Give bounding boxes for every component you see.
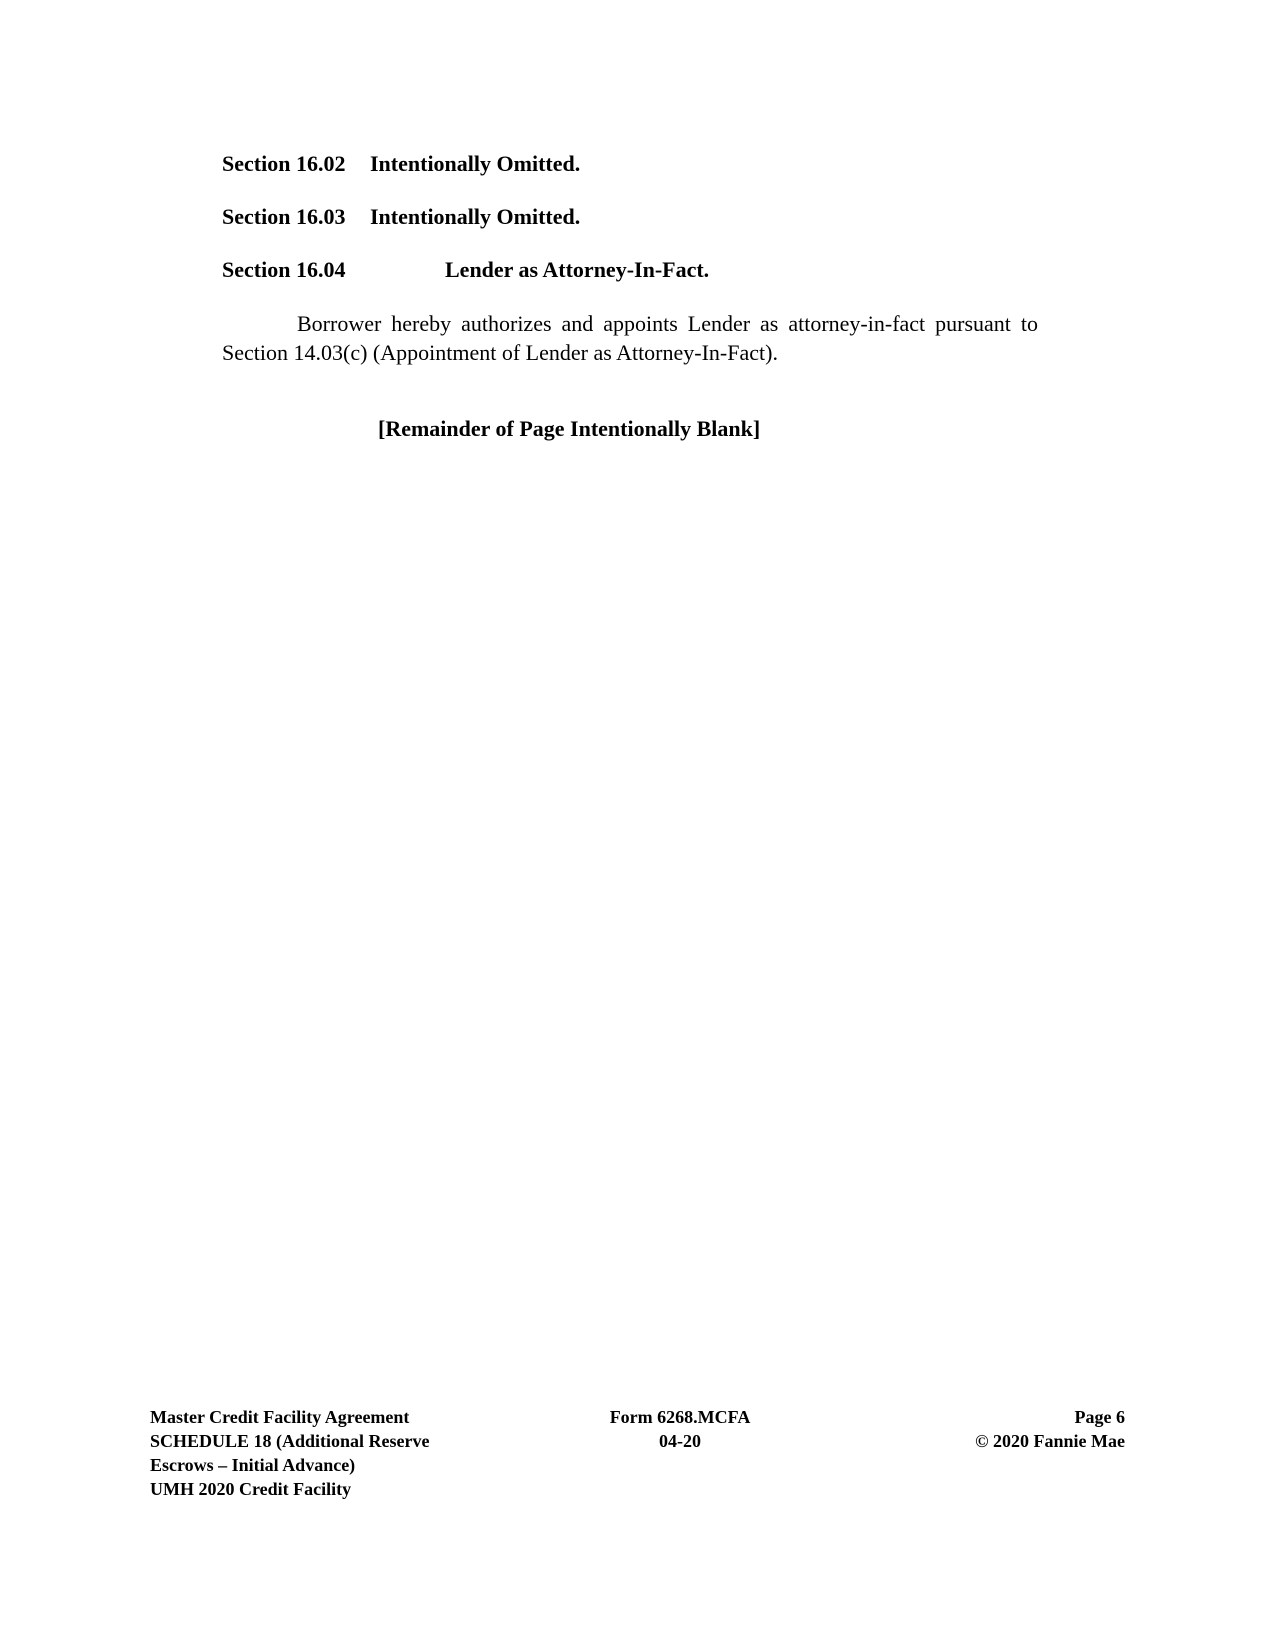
section-16-04-paragraph: Borrower hereby authorizes and appoints Lender as attorney-in-fact pursuant to Section 14.03(c) (Appointment of Lender as Attorney-In-Fact). — [222, 311, 1038, 365]
section-number: Section 16.02 — [222, 151, 346, 176]
footer-center — [560, 1405, 800, 1453]
section-number: Section 16.04 — [222, 257, 346, 282]
footer-right — [900, 1405, 1125, 1453]
form-date: 04-20 — [659, 1431, 701, 1451]
page-number: Page 6 — [1074, 1407, 1125, 1427]
section-title: Intentionally Omitted. — [370, 151, 581, 176]
footer-left-line: UMH 2020 Credit Facility — [150, 1479, 352, 1499]
section-title: Lender as Attorney-In-Fact. — [445, 257, 710, 282]
section-16-02-heading — [222, 151, 580, 177]
section-number: Section 16.03 — [222, 204, 346, 229]
form-number: Form 6268.MCFA — [609, 1407, 751, 1427]
copyright: © 2020 Fannie Mae — [975, 1431, 1125, 1451]
footer-left-line: Escrows – Initial Advance) — [150, 1455, 356, 1475]
section-16-03-heading — [222, 204, 580, 230]
remainder-blank-note: [Remainder of Page Intentionally Blank] — [378, 416, 761, 441]
footer-left — [150, 1405, 490, 1501]
section-16-04-heading — [222, 257, 709, 283]
footer-left-line: Master Credit Facility Agreement — [150, 1407, 410, 1427]
footer-left-line: SCHEDULE 18 (Additional Reserve — [150, 1431, 430, 1451]
section-title: Intentionally Omitted. — [370, 204, 581, 229]
